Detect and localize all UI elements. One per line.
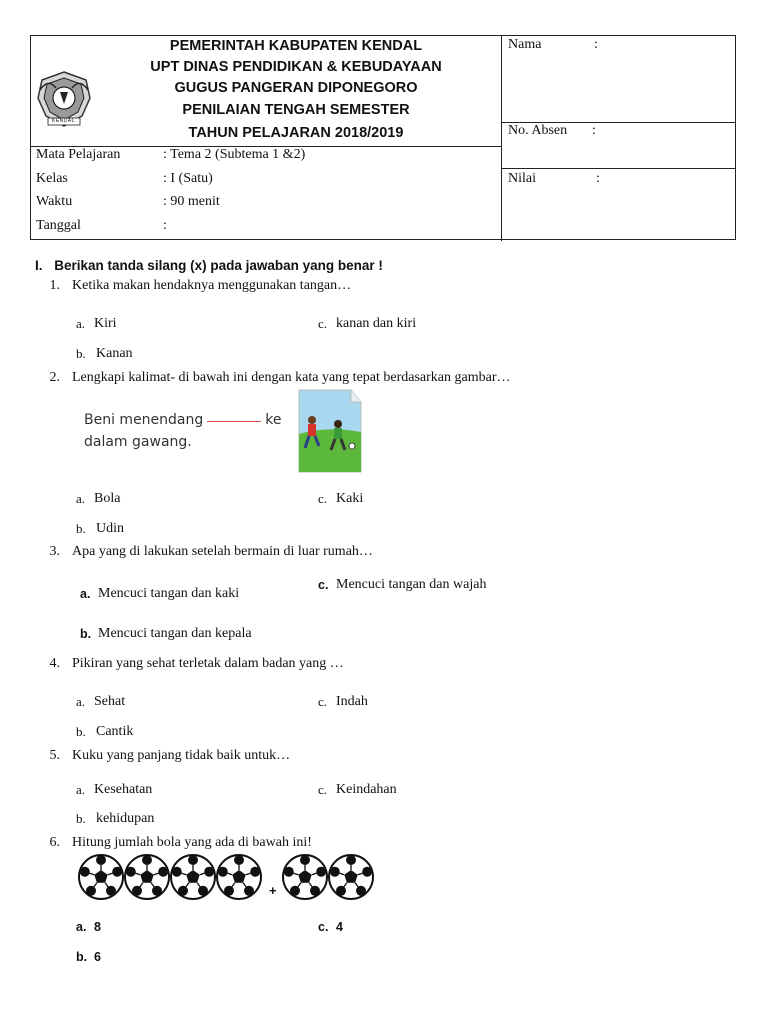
regency-emblem-icon (34, 68, 94, 130)
answer-option[interactable]: Cantik (96, 724, 134, 739)
answer-option[interactable]: Bola (94, 491, 121, 506)
option-letter: c. (318, 782, 328, 797)
soccer-ball-icon (329, 855, 373, 899)
option-letter: c. (318, 578, 329, 592)
answer-option[interactable]: Kesehatan (94, 782, 153, 797)
option-letter: c. (318, 491, 328, 506)
image-sentence-line: dalam gawang. (84, 434, 192, 450)
answer-option[interactable]: Mencuci tangan dan kepala (98, 626, 252, 641)
fill-blank (207, 421, 261, 422)
question-text: Hitung jumlah bola yang ada di bawah ini! (72, 835, 312, 850)
option-letter: b. (80, 627, 92, 641)
answer-option[interactable]: kanan dan kiri (336, 316, 417, 331)
option-letter: a. (76, 491, 86, 506)
image-sentence-part: ke (265, 412, 282, 428)
title-line: UPT DINAS PENDIDIKAN & KEBUDAYAAN (150, 59, 442, 75)
soccer-ball-icon (171, 855, 215, 899)
option-letter: b. (76, 811, 86, 826)
section-heading (35, 258, 383, 273)
option-letter: a. (76, 316, 86, 331)
title-line: PENILAIAN TENGAH SEMESTER (182, 102, 410, 118)
title-line: GUGUS PANGERAN DIPONEGORO (174, 80, 418, 96)
option-letter: a. (76, 782, 86, 797)
option-letter: a. (76, 694, 86, 709)
answer-option[interactable]: Kaki (336, 491, 364, 506)
header-divider (501, 168, 736, 169)
section-instruction: Berikan tanda silang (x) pada jawaban yang benar ! (54, 258, 383, 273)
answer-option[interactable]: Kanan (96, 346, 133, 361)
soccer-ball-icon (217, 855, 261, 899)
absen-field[interactable]: : (592, 123, 596, 138)
option-letter: c. (318, 920, 329, 934)
option-letter: b. (76, 521, 86, 536)
soccer-balls-group (78, 854, 378, 900)
question-number: 6. (49, 835, 60, 850)
answer-option[interactable]: 4 (336, 920, 343, 934)
title-line: TAHUN PELAJARAN 2018/2019 (188, 125, 404, 141)
answer-option[interactable]: Keindahan (336, 782, 397, 797)
question-text: Apa yang di lakukan setelah bermain di luar rumah… (72, 544, 373, 559)
soccer-ball-icon (79, 855, 123, 899)
question-text: Pikiran yang sehat terletak dalam badan yang … (72, 656, 344, 671)
score-field[interactable]: : (596, 171, 600, 186)
question-text: Ketika makan hendaknya menggunakan tangan… (72, 278, 352, 293)
answer-option[interactable]: Mencuci tangan dan wajah (336, 577, 487, 592)
question-number: 5. (49, 748, 60, 763)
soccer-ball-icon (125, 855, 169, 899)
info-label: Mata Pelajaran (36, 147, 121, 162)
answer-option[interactable]: Udin (96, 521, 124, 536)
answer-option[interactable]: kehidupan (96, 811, 155, 826)
info-value: : Tema 2 (Subtema 1 &2) (163, 147, 306, 162)
option-letter: b. (76, 346, 86, 361)
answer-option[interactable]: 8 (94, 920, 101, 934)
answer-option[interactable]: Sehat (94, 694, 126, 709)
answer-option[interactable]: Mencuci tangan dan kaki (98, 586, 240, 601)
option-letter: a. (76, 920, 87, 934)
option-letter: b. (76, 950, 88, 964)
answer-option[interactable]: Kiri (94, 316, 117, 331)
soccer-kids-illustration (297, 388, 363, 474)
plus-sign: + (269, 883, 277, 898)
image-sentence-part: Beni menendang (84, 412, 204, 428)
info-value: : (163, 218, 167, 233)
info-value: : 90 menit (163, 194, 220, 209)
answer-option[interactable]: Indah (336, 694, 368, 709)
answer-option[interactable]: 6 (94, 950, 101, 964)
question-number: 3. (49, 544, 60, 559)
info-label: Tanggal (36, 218, 81, 233)
question-text: Lengkapi kalimat- di bawah ini dengan kata yang tepat berdasarkan gambar… (72, 370, 511, 385)
question-number: 2. (49, 370, 60, 385)
option-letter: a. (80, 587, 91, 601)
title-line: PEMERINTAH KABUPATEN KENDAL (169, 38, 423, 54)
option-letter: c. (318, 316, 328, 331)
info-value: : I (Satu) (163, 171, 213, 186)
header-divider (501, 36, 502, 241)
soccer-ball-icon (283, 855, 327, 899)
question-number: 1. (49, 278, 60, 293)
name-field[interactable]: : (594, 37, 598, 52)
score-field-label: Nilai (508, 171, 536, 186)
option-letter: c. (318, 694, 328, 709)
option-letter: b. (76, 724, 86, 739)
image-sentence (84, 412, 282, 428)
absen-field-label: No. Absen (508, 123, 568, 138)
info-label: Kelas (36, 171, 68, 186)
section-numeral: I. (35, 258, 43, 273)
emblem-label: KENDAL (52, 118, 76, 124)
name-field-label: Nama (508, 37, 542, 52)
question-number: 4. (49, 656, 60, 671)
info-label: Waktu (36, 194, 73, 209)
question-text: Kuku yang panjang tidak baik untuk… (72, 748, 291, 763)
